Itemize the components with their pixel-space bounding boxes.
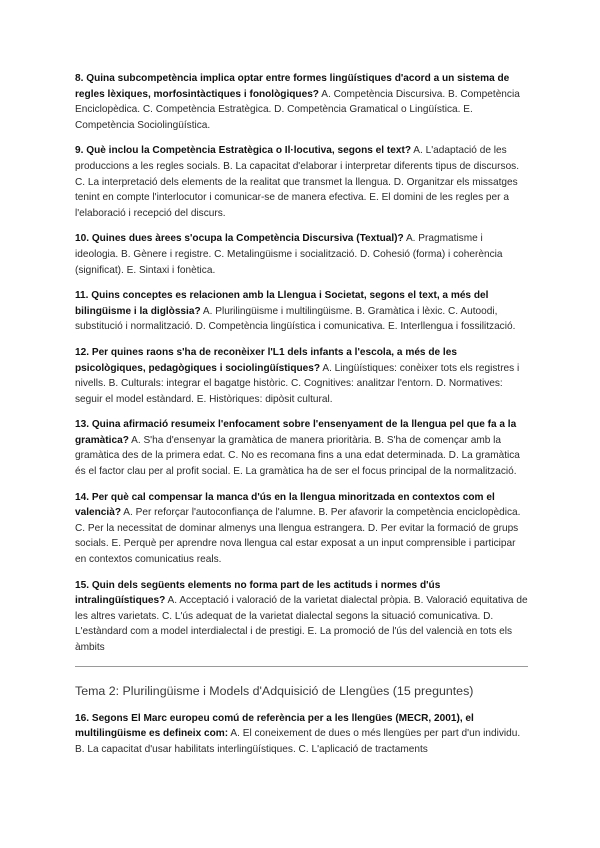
answer-options: A. Per reforçar l'autoconfiança de l'alumne. B. Per afavorir la competència enciclopèdica. C. Per la necessitat de dominar almenys una llengua estrangera. D. Per evitar la formació de grups socials. E. Perquè per aprendre nova llengua cal estar exposat a un input comprensible i participar en contextos comunicatius reals. [75, 507, 521, 566]
answer-options: A. Pragmatisme i ideologia. B. Gènere i registre. C. Metalingüisme i socialització. D. Cohesió (forma) i coherència (significat). E. Sintaxi i fonètica. [75, 233, 503, 276]
question-8 [75, 71, 528, 133]
section-divider [75, 666, 528, 667]
question-text: 13. Quina afirmació resumeix l'enfocament sobre l'ensenyament de la llengua pel que fa a la gramàtica? [75, 419, 517, 446]
question-15 [75, 578, 528, 656]
question-text: 11. Quins conceptes es relacionen amb la Llengua i Societat, segons el text, a més del bilingüisme i la diglòssia? [75, 290, 489, 317]
answer-options: A. Competència Discursiva. B. Competència Enciclopèdica. C. Competència Estratègica. D. Competència Gramatical o Lingüística. E. Competència Sociolingüística. [75, 88, 520, 131]
question-13 [75, 417, 528, 479]
question-12 [75, 345, 528, 407]
question-text: 9. Què inclou la Competència Estratègica o Il·locutiva, segons el text? [75, 145, 411, 157]
question-14 [75, 490, 528, 568]
question-9 [75, 143, 528, 221]
question-text: 16. Segons El Marc europeu comú de referència per a les llengües (MECR, 2001), el multilingüisme es defineix com: [75, 712, 474, 740]
answer-options: A. S'ha d'ensenyar la gramàtica de manera prioritària. B. S'ha de començar amb la gramàtica des de la primera edat. C. No es recomana fins a una edat determinada. D. La gramàtica és el factor clau per al profit social. E. La gramàtica ha de ser el focus principal de la normalització. [75, 434, 520, 478]
question-text: 15. Quin dels següents elements no forma part de les actituds i normes d'ús intralingüístiques? [75, 579, 441, 607]
question-text: 10. Quines dues àrees s'ocupa la Competència Discursiva (Textual)? [75, 233, 404, 245]
question-10 [75, 231, 528, 278]
question-text: 14. Per què cal compensar la manca d'ús en la llengua minoritzada en contextos com el valencià? [75, 491, 495, 519]
question-text: 8. Quina subcompetència implica optar entre formes lingüístiques d'acord a un sistema de regles lèxiques, morfosintàctiques i fonològiques? [75, 73, 510, 100]
answer-options: A. Plurilingüisme i multilingüisme. B. Gramàtica i lèxic. C. Autoodi, substitució i normalització. D. Competència lingüística i comunicativa. E. Interllengua i fossilització. [75, 305, 516, 333]
answer-options: A. Lingüístiques: conèixer tots els registres i nivells. B. Culturals: integrar el bagatge històric. C. Cognitives: analitzar l'entorn. D. Normatives: seguir el model estàndard. E. Històriques: dipòsit cultural. [75, 362, 520, 405]
section-title: Tema 2: Plurilingüisme i Models d'Adquisició de Llengües (15 preguntes) [75, 683, 474, 698]
question-16 [75, 711, 528, 758]
answer-options: A. L'adaptació de les produccions a les regles socials. B. La capacitat d'elaborar i interpretar diferents tipus de discursos. C. La interpretació dels elements de la realitat que transmet la llengua. D. Organitzar els missatges tenint en compte l'interlocutor i comunicar-se de manera efectiva. E. El domini de les regles per a l'elaboració i recepció del discurs. [75, 145, 520, 219]
question-text: 12. Per quines raons s'ha de reconèixer l'L1 dels infants a l'escola, a més de les psicològiques, pedagògiques i sociolingüístiques? [75, 346, 457, 374]
answer-options: A. Acceptació i valoració de la varietat dialectal pròpia. B. Valoració equitativa de les altres varietats. C. L'ús adequat de la varietat dialectal segons la situació comunicativa. D. L'estàndard com a model interdialectal i de prestigi. E. La promoció de l'ús del valencià en tots els àmbits [75, 595, 528, 653]
question-11 [75, 288, 528, 335]
answer-options: A. El coneixement de dues o més llengües per part d'un individu. B. La capacitat d'usar habilitats interlingüístiques. C. L'aplicació de tractaments [75, 728, 521, 755]
